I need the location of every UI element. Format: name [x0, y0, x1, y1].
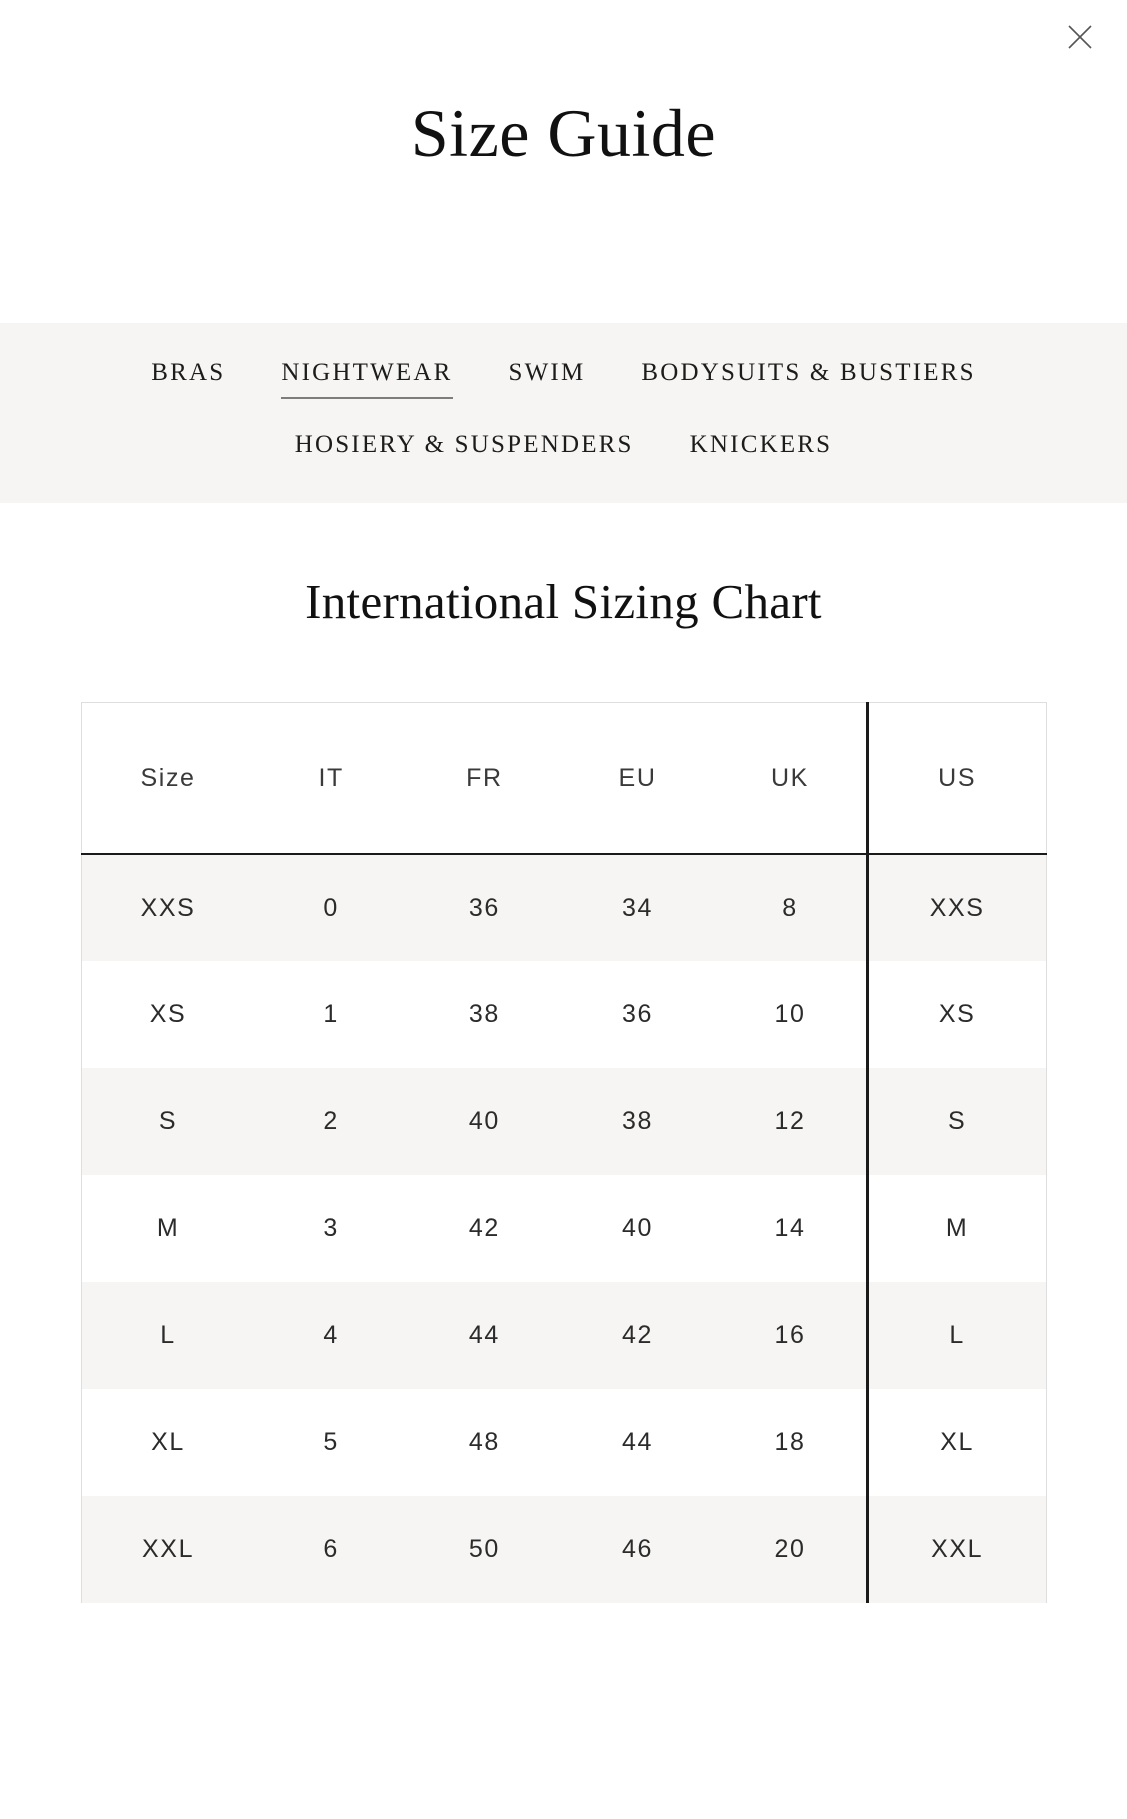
cell-size: XXL [142, 1535, 195, 1564]
cell-size: XL [151, 1428, 185, 1457]
cell-us: L [867, 1282, 1046, 1389]
cell-fr: 42 [468, 1214, 500, 1243]
chart-title: International Sizing Chart [305, 573, 822, 629]
close-icon-glyph [1066, 23, 1094, 51]
table-row [81, 854, 1046, 961]
cell-uk: 16 [774, 1321, 806, 1350]
table-row [81, 1389, 1046, 1496]
cell-us: XL [867, 1389, 1046, 1496]
tab-knickers[interactable]: KNICKERS [690, 431, 833, 469]
tab-swim[interactable]: SWIM [509, 359, 586, 397]
column-header-uk: UK [770, 763, 809, 792]
category-tabbar [0, 323, 1127, 503]
cell-eu: 40 [622, 1214, 654, 1243]
table-row [81, 961, 1046, 1068]
table-body [81, 854, 1046, 1603]
tab-bras[interactable]: BRAS [151, 359, 225, 397]
tab-row-secondary [0, 431, 1127, 469]
table-row [81, 1175, 1046, 1282]
cell-it: 5 [323, 1428, 339, 1457]
cell-size: XXS [140, 893, 196, 922]
cell-uk: 10 [774, 1000, 806, 1029]
cell-eu: 42 [622, 1321, 654, 1350]
cell-eu: 46 [622, 1535, 654, 1564]
cell-size: XS [149, 1000, 187, 1029]
column-header-it: IT [318, 763, 344, 792]
close-icon[interactable] [1057, 14, 1103, 60]
cell-it: 3 [323, 1214, 339, 1243]
cell-eu: 44 [622, 1428, 654, 1457]
table-row [81, 1496, 1046, 1603]
column-header-size: Size [140, 763, 196, 792]
cell-uk: 14 [774, 1214, 806, 1243]
cell-fr: 50 [468, 1535, 500, 1564]
cell-uk: 8 [782, 893, 798, 922]
cell-size: L [160, 1321, 176, 1350]
cell-size: M [156, 1214, 180, 1243]
table-header [81, 702, 1046, 854]
cell-eu: 36 [622, 1000, 654, 1029]
cell-us: XXS [867, 854, 1046, 961]
cell-eu: 38 [622, 1107, 654, 1136]
international-sizing-table [81, 702, 1047, 1604]
cell-fr: 36 [468, 893, 500, 922]
cell-size: S [158, 1107, 178, 1136]
sizing-table-container [81, 702, 1047, 1644]
tab-bodysuits-bustiers[interactable]: BODYSUITS & BUSTIERS [641, 359, 975, 397]
cell-us: M [867, 1175, 1046, 1282]
cell-it: 0 [323, 893, 339, 922]
table-row [81, 1282, 1046, 1389]
cell-us: XXL [867, 1496, 1046, 1603]
cell-us: S [867, 1068, 1046, 1175]
tab-row-primary [0, 359, 1127, 399]
table-row [81, 1068, 1046, 1175]
column-header-us: US [867, 702, 1046, 854]
cell-it: 6 [323, 1535, 339, 1564]
page-title: Size Guide [410, 95, 717, 171]
cell-fr: 38 [468, 1000, 500, 1029]
cell-fr: 40 [468, 1107, 500, 1136]
cell-it: 4 [323, 1321, 339, 1350]
cell-fr: 48 [468, 1428, 500, 1457]
cell-eu: 34 [622, 893, 654, 922]
cell-fr: 44 [468, 1321, 500, 1350]
table-header-row [81, 702, 1046, 854]
column-header-eu: EU [618, 763, 657, 792]
cell-uk: 18 [774, 1428, 806, 1457]
tab-hosiery-suspenders[interactable]: HOSIERY & SUSPENDERS [295, 431, 634, 469]
cell-uk: 12 [774, 1107, 806, 1136]
tab-nightwear[interactable]: NIGHTWEAR [281, 359, 452, 399]
cell-us: XS [867, 961, 1046, 1068]
cell-it: 2 [323, 1107, 339, 1136]
column-header-fr: FR [466, 763, 503, 792]
cell-it: 1 [323, 1000, 339, 1029]
cell-uk: 20 [774, 1535, 806, 1564]
